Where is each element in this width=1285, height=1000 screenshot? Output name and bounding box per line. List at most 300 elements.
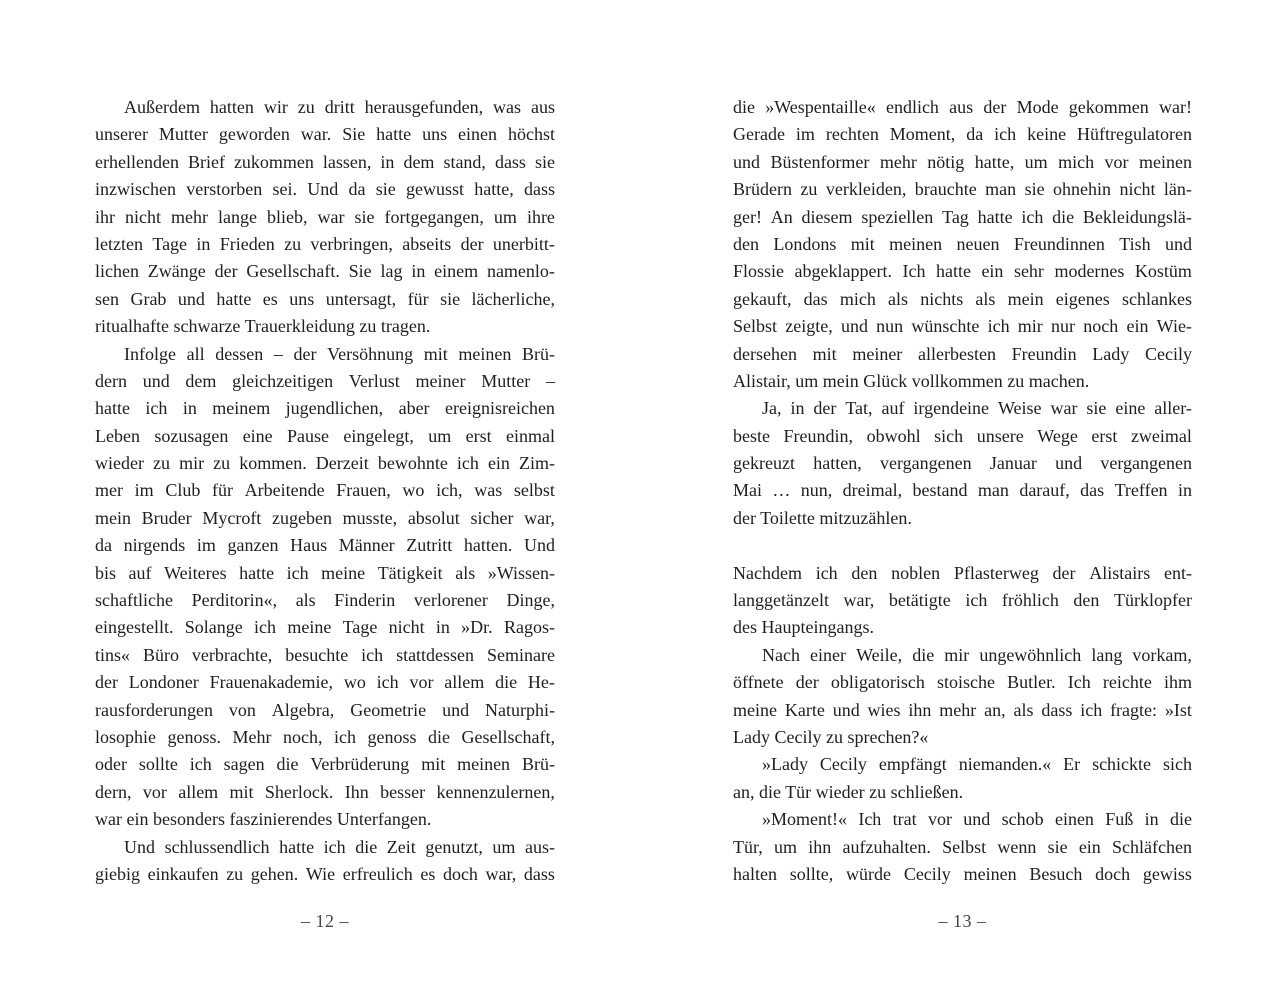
text-line <box>733 149 1192 176</box>
word: – <box>545 370 555 391</box>
word: die <box>428 726 450 747</box>
word: schlussendlich <box>164 836 270 857</box>
word: mehr <box>939 699 977 720</box>
word: Flossie <box>733 261 785 282</box>
word: abseits <box>402 233 452 254</box>
word: und <box>177 288 205 309</box>
word: hatte, <box>974 151 1015 172</box>
word: empfängt <box>878 754 947 775</box>
word: hatte, <box>474 179 514 200</box>
word: genoss. <box>167 726 221 747</box>
word: Ich <box>858 809 882 830</box>
word: die <box>355 836 378 857</box>
word: nur <box>1051 316 1076 337</box>
word: als <box>295 590 316 611</box>
word: sie <box>1024 179 1045 200</box>
word: aller- <box>1154 398 1192 419</box>
word: hatte <box>977 206 1013 227</box>
word: lassen, <box>322 151 372 172</box>
word: abgeklappert. <box>794 261 892 282</box>
word: verbringen, <box>310 233 393 254</box>
word: im <box>134 480 154 501</box>
word: Moment, <box>889 124 956 145</box>
word: da <box>348 179 366 200</box>
word: Mutter <box>481 370 531 391</box>
word: »Moment!« <box>762 809 847 830</box>
word: was <box>493 97 522 117</box>
word: all <box>186 343 205 364</box>
word: ich <box>323 836 346 857</box>
word: als <box>975 288 996 309</box>
word: Londons <box>773 233 837 254</box>
word: Ihn <box>344 781 369 802</box>
text-line <box>95 614 555 641</box>
word: meinen <box>457 754 511 775</box>
word: die <box>1052 206 1075 227</box>
word: Sherlock. <box>264 781 334 802</box>
word: Geometrie <box>350 699 427 720</box>
word: stattdessen <box>396 644 475 665</box>
word: einen <box>1054 809 1094 830</box>
word: in <box>411 261 426 282</box>
word: »Wespentaille« <box>765 97 876 117</box>
word: allem <box>178 781 219 802</box>
word: Dinge, <box>506 590 555 611</box>
word: nicht <box>1119 179 1156 200</box>
text-line <box>95 368 555 395</box>
text-line <box>733 560 1192 587</box>
word: schob <box>1001 809 1044 830</box>
word: ihm <box>1163 672 1192 693</box>
word: und <box>832 699 860 720</box>
word: irgendeine <box>913 398 990 419</box>
word: ich <box>286 562 309 583</box>
word: Zim- <box>519 453 555 474</box>
word: wo <box>402 480 425 501</box>
word: Tat, <box>845 398 873 419</box>
word: darauf, <box>1019 480 1070 501</box>
word: Brüdern <box>733 179 792 200</box>
word: wenn <box>997 836 1037 857</box>
word: mit <box>421 754 446 775</box>
word: »Lady <box>762 754 808 775</box>
text-line: war ein besonders faszinierendes Unterfangen. <box>95 809 432 830</box>
word: meine <box>733 699 777 720</box>
word: tins« <box>95 644 131 665</box>
word: sei. <box>272 179 297 200</box>
word: gehen. <box>250 863 299 884</box>
word: stoische <box>937 672 995 693</box>
word: Selbst <box>942 836 987 857</box>
text-line <box>733 450 1192 477</box>
word: wo <box>343 672 366 693</box>
word: Pflasterweg <box>953 562 1039 583</box>
word: sie <box>354 206 375 227</box>
word: schickte <box>1092 754 1152 775</box>
word: unserer <box>95 124 148 145</box>
word: einen <box>458 124 498 145</box>
text-line <box>95 505 555 532</box>
text-line <box>733 587 1192 614</box>
text-line <box>95 834 555 861</box>
word: aus- <box>524 836 555 857</box>
word: Wie <box>305 863 336 884</box>
word: Mai <box>733 480 762 501</box>
word: in <box>182 398 197 419</box>
word: Bruder <box>141 507 192 528</box>
word: »Dr. <box>461 617 493 638</box>
word: fortgegangen, <box>384 206 484 227</box>
word: nicht <box>388 617 425 638</box>
word: sie <box>375 179 396 200</box>
word: den <box>733 233 759 254</box>
word: um <box>774 836 798 857</box>
word: für <box>211 480 233 501</box>
word: inzwischen <box>95 179 176 200</box>
word: langgetänzelt <box>733 590 829 611</box>
word: »Ist <box>1164 699 1192 720</box>
word: ein <box>487 453 510 474</box>
word: war! <box>1159 97 1192 117</box>
word: hatte <box>935 261 971 282</box>
word: mer <box>95 480 123 501</box>
word: ungewöhnlich <box>979 644 1082 665</box>
word: Algebra, <box>271 699 335 720</box>
word: der <box>95 672 118 693</box>
word: nirgends <box>123 535 186 556</box>
word: Lady <box>1092 343 1130 364</box>
word: meinen <box>963 863 1017 884</box>
word: Fuß <box>1105 809 1134 830</box>
word: mit <box>229 781 254 802</box>
word: Mehr <box>232 726 272 747</box>
word: sich <box>934 425 964 446</box>
word: … <box>772 480 791 501</box>
word: einmal <box>505 425 555 446</box>
text-line <box>95 669 555 696</box>
word: ich <box>456 453 479 474</box>
word: wies <box>867 699 901 720</box>
text-line <box>95 697 555 724</box>
text-line <box>733 204 1192 231</box>
word: Tage <box>152 233 188 254</box>
word: musste, <box>342 507 398 528</box>
word: zweimal <box>1130 425 1192 446</box>
word: Brü- <box>521 343 555 364</box>
word: ereignisreichen <box>444 398 555 419</box>
text-line <box>733 395 1192 422</box>
word: Büstenformer <box>770 151 870 172</box>
word: besser <box>380 781 426 802</box>
word: da <box>95 535 112 556</box>
word: was <box>474 480 503 501</box>
word: genutzt, <box>425 836 483 857</box>
word: noch, <box>283 726 323 747</box>
word: meinen <box>889 233 943 254</box>
word: Sie <box>348 261 372 282</box>
word: Perditorin«, <box>191 590 278 611</box>
word: Naturphi- <box>485 699 555 720</box>
word: wir <box>263 97 288 117</box>
word: bis <box>95 562 117 583</box>
word: sie <box>1047 836 1068 857</box>
word: ich <box>1080 699 1103 720</box>
word: und <box>442 699 470 720</box>
word: der <box>1052 562 1076 583</box>
word: dass <box>1041 699 1073 720</box>
word: es <box>420 863 436 884</box>
word: gekauft, <box>733 288 792 309</box>
word: Und <box>307 179 339 200</box>
text-line <box>95 587 555 614</box>
word: blieb, <box>266 206 308 227</box>
word: dern <box>95 370 127 391</box>
word: lag <box>380 261 403 282</box>
word: Verbrüderung <box>310 754 410 775</box>
word: dersehen <box>733 343 797 364</box>
word: und <box>1055 453 1083 474</box>
word: Türklopfer <box>1113 590 1192 611</box>
word: der <box>813 398 837 419</box>
word: gewiss <box>1142 863 1192 884</box>
word: losophie <box>95 726 156 747</box>
word: eine <box>242 425 273 446</box>
page-left-number: – 12 – <box>301 911 349 932</box>
word: auf <box>881 398 905 419</box>
word: fröhlich <box>1001 590 1059 611</box>
word: als <box>1013 699 1034 720</box>
word: zeigte, <box>785 316 833 337</box>
word: dass <box>523 863 555 884</box>
word: meinem <box>212 398 271 419</box>
text-line <box>733 313 1192 340</box>
word: mich <box>1058 151 1095 172</box>
word: schlankes <box>1121 288 1192 309</box>
text-line: des Haupteingangs. <box>733 617 874 638</box>
word: Leben <box>95 425 140 446</box>
word: der <box>460 233 484 254</box>
word: in <box>790 398 805 419</box>
word: Derzeit <box>315 453 369 474</box>
word: Nach <box>762 644 800 665</box>
word: ich <box>376 672 399 693</box>
word: ich <box>254 617 277 638</box>
word: Club <box>165 480 201 501</box>
text-line: Lady Cecily zu sprechen?« <box>733 726 929 747</box>
word: aufzuhalten. <box>842 836 931 857</box>
word: hatte <box>216 288 252 309</box>
word: meinen <box>458 343 512 364</box>
word: man <box>977 480 1009 501</box>
word: den <box>1073 590 1100 611</box>
word: mein <box>1007 288 1044 309</box>
word: für <box>407 288 429 309</box>
word: wünschte <box>911 316 980 337</box>
word: dass <box>494 151 526 172</box>
word: Frieden <box>219 233 275 254</box>
word: hatten <box>209 97 254 117</box>
word: Cecily <box>819 754 867 775</box>
word: bestand <box>912 480 968 501</box>
word: eine <box>1115 398 1146 419</box>
word: rausforderungen <box>95 699 213 720</box>
word: Tätigkeit <box>377 562 443 583</box>
word: vorkam, <box>1132 644 1192 665</box>
word: jugendlichen, <box>285 398 384 419</box>
word: ein <box>1126 316 1149 337</box>
word: oder <box>95 754 127 775</box>
word: sagen <box>223 754 265 775</box>
word: um <box>428 425 452 446</box>
word: dern, <box>95 781 132 802</box>
word: eigenes <box>1055 288 1110 309</box>
word: mit <box>423 343 448 364</box>
page-right-number: – 13 – <box>938 911 987 932</box>
word: Bekleidungslä- <box>1082 206 1192 227</box>
word: die <box>276 754 299 775</box>
text-line <box>733 669 1192 696</box>
blank-line <box>733 532 1192 559</box>
text-line: ritualhafte schwarze Trauerkleidung zu tragen. <box>95 316 431 337</box>
text-line <box>95 121 555 148</box>
word: »Wissen- <box>487 562 555 583</box>
word: mir <box>944 644 970 665</box>
word: dritt <box>324 97 355 117</box>
word: mehr <box>171 206 208 227</box>
word: Selbst <box>733 316 778 337</box>
word: Wege <box>1037 425 1078 446</box>
text-line <box>95 450 555 477</box>
word: Versöhnung <box>327 343 414 364</box>
text-line: Alistair, um mein Glück vollkommen zu machen. <box>733 370 1090 391</box>
word: meinen <box>1138 151 1192 172</box>
word: verstorben <box>186 179 263 200</box>
word: der <box>983 97 1007 117</box>
word: ihr <box>95 206 115 227</box>
text-line <box>733 806 1192 833</box>
word: war. <box>300 124 332 145</box>
word: ihre <box>526 206 555 227</box>
word: sozusagen <box>154 425 229 446</box>
word: ich <box>815 562 838 583</box>
word: Weise <box>997 398 1042 419</box>
page-left <box>95 94 555 932</box>
text-line <box>733 751 1192 778</box>
word: stand, <box>443 151 486 172</box>
page-right <box>733 94 1192 932</box>
word: die <box>912 644 935 665</box>
word: Frauen, <box>336 480 391 501</box>
word: verkleiden, <box>825 179 907 200</box>
word: län- <box>1163 179 1192 200</box>
word: Brü- <box>521 754 555 775</box>
word: gekreuzt <box>733 453 795 474</box>
word: geworden <box>218 124 290 145</box>
word: ich <box>987 316 1010 337</box>
word: vor <box>1104 151 1129 172</box>
word: aus <box>949 97 974 117</box>
word: allem <box>444 672 485 693</box>
word: verlorener <box>413 590 488 611</box>
text-line <box>733 834 1192 861</box>
word: He- <box>527 672 555 693</box>
word: ich <box>361 644 384 665</box>
text-line <box>95 477 555 504</box>
word: Tür, <box>733 836 763 857</box>
text-line: der Toilette mitzuzählen. <box>733 507 912 528</box>
word: Kostüm <box>1134 261 1192 282</box>
word: öffnete <box>733 672 784 693</box>
word: ohnehin <box>1053 179 1112 200</box>
word: Solange <box>184 617 243 638</box>
word: in <box>435 617 450 638</box>
word: sie <box>1086 398 1107 419</box>
word: ent- <box>1163 562 1192 583</box>
word: Mode <box>1016 97 1059 117</box>
word: zu <box>213 453 231 474</box>
word: ihn <box>808 836 832 857</box>
text-line <box>95 724 555 751</box>
word: nun <box>876 316 904 337</box>
word: diesem <box>801 206 853 227</box>
word: bewohnte <box>377 453 448 474</box>
word: unerbitt- <box>492 233 555 254</box>
word: Weiteres <box>164 562 227 583</box>
word: mit <box>850 233 875 254</box>
word: sollte <box>138 754 178 775</box>
text-line <box>95 779 555 806</box>
word: letzten <box>95 233 143 254</box>
word: war <box>317 206 345 227</box>
word: erst <box>1091 425 1118 446</box>
word: Ich <box>1067 672 1091 693</box>
word: meine <box>321 562 366 583</box>
word: ein <box>1078 836 1101 857</box>
word: selbst <box>513 480 555 501</box>
word: lang <box>1091 644 1123 665</box>
text-line <box>733 697 1192 724</box>
word: dessen <box>215 343 264 364</box>
word: der <box>795 672 819 693</box>
word: war, <box>485 863 517 884</box>
word: mich <box>839 288 876 309</box>
word: Londoner <box>128 672 199 693</box>
text-line <box>95 231 555 258</box>
word: aber <box>398 398 430 419</box>
word: besuchte <box>285 644 349 665</box>
word: ich, <box>436 480 463 501</box>
word: dass <box>523 179 555 200</box>
word: einem <box>434 261 479 282</box>
text-line <box>95 642 555 669</box>
word: Gesellschaft. <box>246 261 340 282</box>
word: nötig <box>927 151 965 172</box>
word: mit <box>812 343 837 364</box>
word: vor <box>142 781 167 802</box>
word: uns <box>289 288 315 309</box>
word: Zutritt <box>406 535 453 556</box>
word: Und <box>124 836 155 857</box>
word: die <box>1169 809 1192 830</box>
word: lichen <box>95 261 139 282</box>
word: Hüftregulatoren <box>1077 124 1192 145</box>
word: nicht <box>125 206 161 227</box>
word: als <box>888 288 909 309</box>
word: obwohl <box>866 425 921 446</box>
page-right-text <box>733 94 1192 888</box>
text-line <box>733 477 1192 504</box>
word: Tage <box>342 617 378 638</box>
